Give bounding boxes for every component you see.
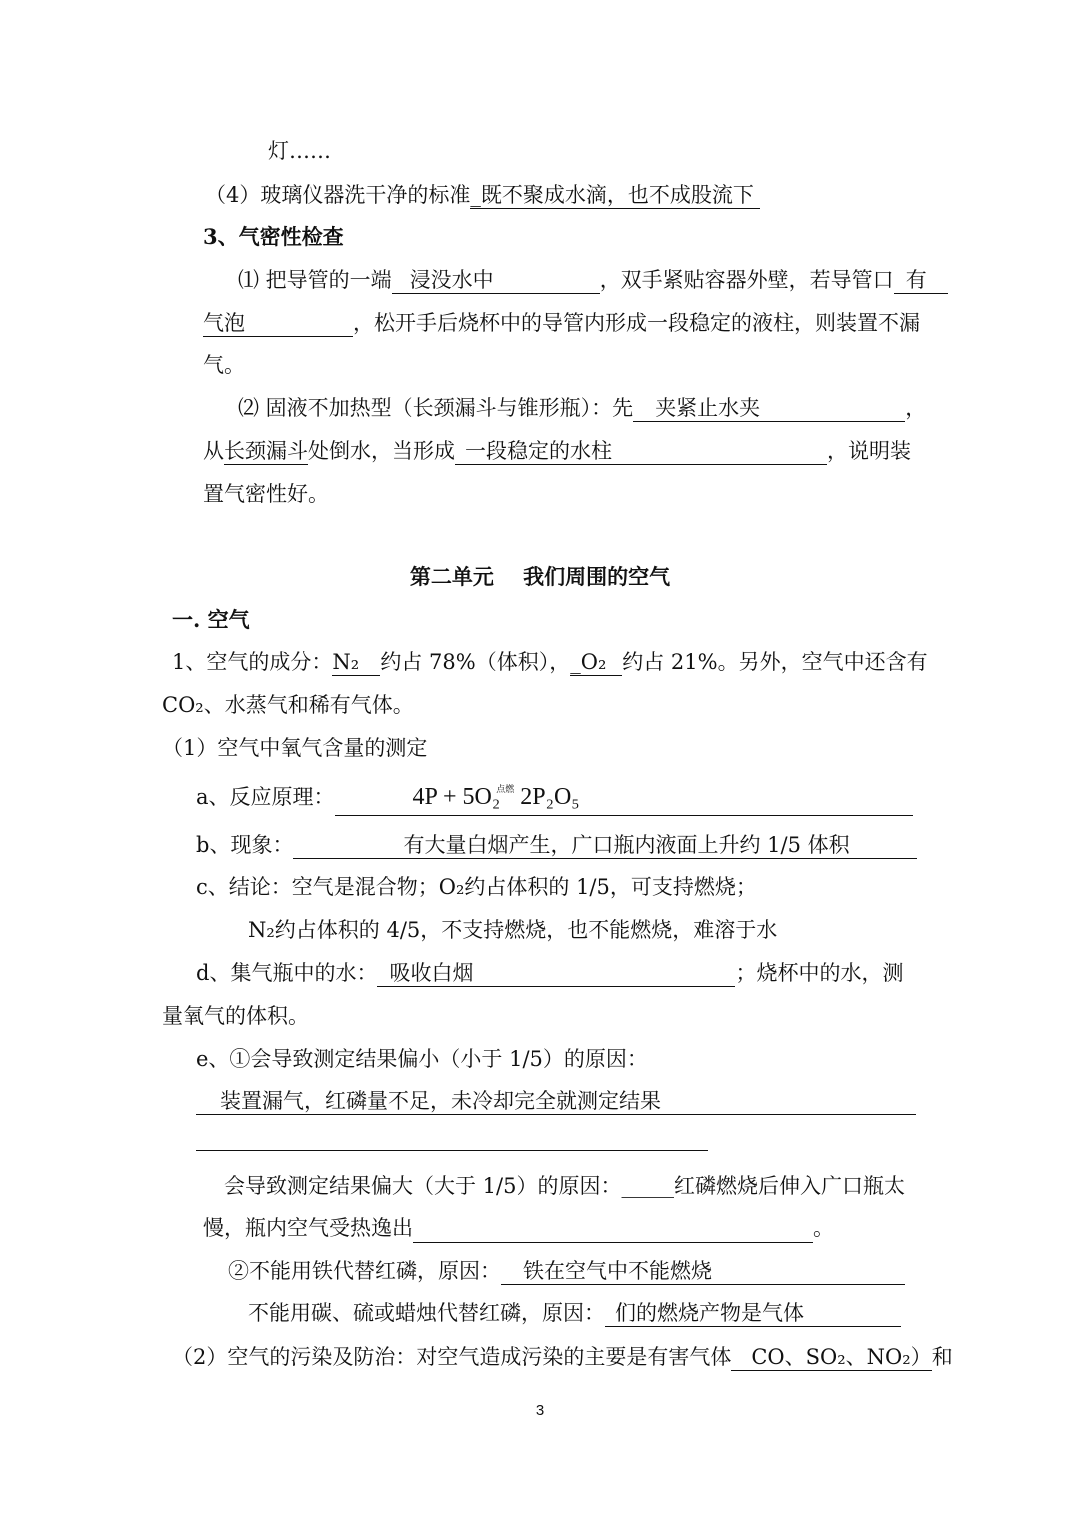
line-error-large [224,1171,905,1201]
line-pollution [172,1342,953,1372]
line-airtight-6: 置气密性好。 [203,482,329,506]
answer-blank [413,1216,813,1243]
answer-have: 有 [894,267,948,294]
text: 处倒水，当形成 [308,439,455,463]
unit-title: 第二单元 我们周围的空气 [409,564,671,589]
answer-bubbles: 气泡 [203,310,353,337]
text: ；烧杯中的水，测 [735,961,904,985]
answer-pollutants: CO、SO₂、NO₂） [731,1344,931,1371]
line-lamp: 灯…… [268,139,331,163]
blank-line [196,1150,708,1151]
text: 约占 21%。另外，空气中还含有 [622,650,928,674]
answer-equation [335,784,913,816]
section-air: 一. 空气 [172,607,250,632]
line-airtight-2 [203,308,920,338]
line-oxygen-measure: （1）空气中氧气含量的测定 [162,736,428,760]
answer-submerge: 浸没水中 [392,267,600,294]
text: 从 [203,439,224,463]
line-measure-volume: 量氧气的体积。 [162,1004,309,1028]
text: 约占 78%（体积）， [380,650,571,674]
answer-water-column: 一段稳定的水柱 [455,438,827,465]
text: ⑴ 把导管的一端 [238,268,392,292]
line-composition-2: CO₂、水蒸气和稀有气体。 [162,693,414,717]
text: ， [905,396,927,420]
text: ⑵ 固液不加热型（长颈漏斗与锥形瓶）：先 [238,396,634,420]
text: ，双手紧贴容器外壁，若导管口 [599,268,894,292]
line-airtight-5 [203,436,911,466]
answer-error-large: _____红磷燃烧后伸入广口瓶太 [621,1174,905,1198]
equation-left: 4P + 5O₂ [412,784,501,810]
line-conclusion: c、结论：空气是混合物；O₂约占体积的 1/5，可支持燃烧； [196,875,757,899]
text: （4）玻璃仪器洗干净的标准 [205,183,471,207]
page-number: 3 [535,1402,545,1419]
text: 不能用碳、硫或蜡烛代替红磷，原因： [248,1301,605,1325]
line-phenomenon [196,830,917,860]
line-airtight-3: 气。 [203,353,245,377]
answer-clamp: 夹紧止水夹 [633,395,905,422]
text: ②不能用铁代替红磷，原因： [228,1259,501,1283]
line-principle [196,782,913,816]
text: 会导致测定结果偏大（大于 1/5）的原因： [224,1174,622,1198]
text: a、反应原理： [196,785,335,809]
equation-condition: 点燃 [496,785,515,795]
text: b、现象： [196,833,294,857]
text: 和 [931,1345,953,1369]
line-error-small: e、①会导致测定结果偏小（小于 1/5）的原因： [196,1047,648,1071]
line-iron [228,1256,905,1286]
text: 1、空气的成分： [172,650,333,674]
answer-n2: N₂ [332,649,380,676]
answer-iron: 铁在空气中不能燃烧 [501,1258,905,1285]
line-composition [172,647,928,677]
text: ，说明装 [827,439,911,463]
answer-o2: _O₂ [570,649,622,676]
answer-clean: _既不聚成水滴，也不成股流下 [470,182,760,209]
line-conclusion-2: N₂约占体积的 4/5，不支持燃烧，也不能燃烧，难溶于水 [248,918,778,942]
heading-airtightness: 3、气密性检查 [203,224,344,249]
line-airtight-4 [238,393,926,423]
line-clean-standard [205,180,760,210]
text: ，松开手后烧杯中的导管内形成一段稳定的液柱，则装置不漏 [353,311,920,335]
text: 。 [813,1216,834,1240]
line-carbon [248,1298,901,1328]
answer-absorb: 吸收白烟 [377,960,735,987]
answer-funnel: 长颈漏斗 [224,439,308,463]
text: （2）空气的污染及防治：对空气造成污染的主要是有害气体 [172,1345,732,1369]
answer-phenomenon: 有大量白烟产生，广口瓶内液面上升约 1/5 体积 [293,832,917,859]
line-bottle-water [196,958,903,988]
answer-carbon: 们的燃烧产物是气体 [605,1300,901,1327]
text: d、集气瓶中的水： [196,961,378,985]
line-error-large-2 [203,1213,834,1243]
line-airtight-1 [238,265,948,295]
text: 慢，瓶内空气受热逸出 [203,1216,413,1240]
line-error-small-answer [196,1086,916,1116]
answer-error-small: 装置漏气，红磷量不足，未冷却完全就测定结果 [196,1088,916,1115]
equation-right: 2P₂O₅ [514,784,580,810]
